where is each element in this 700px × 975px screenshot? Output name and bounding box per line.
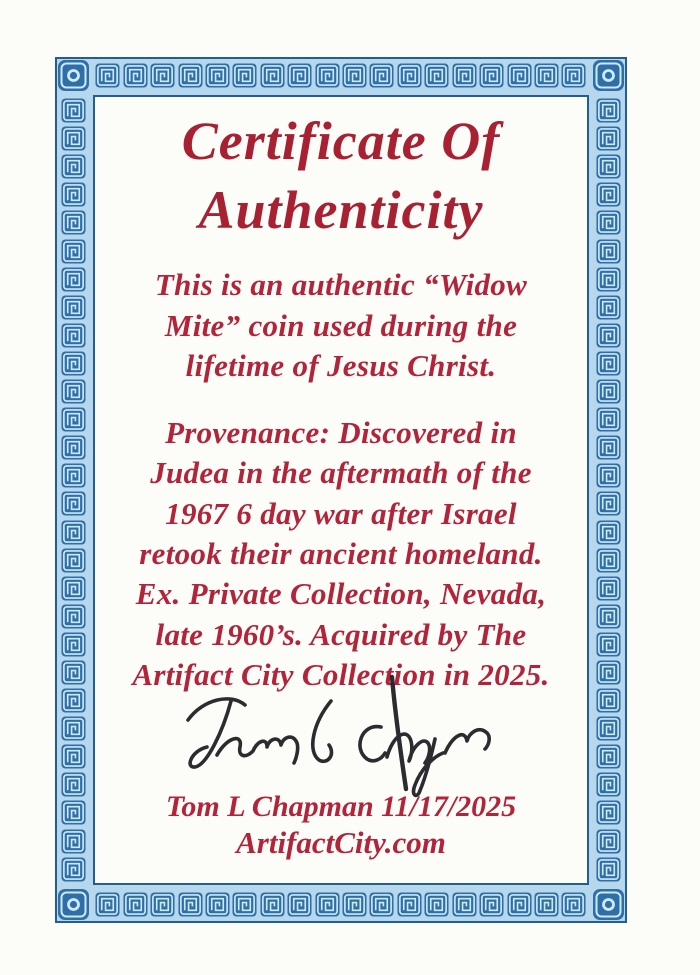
greek-key-tile-icon — [397, 892, 422, 917]
border-corner-top-left — [57, 59, 90, 92]
greek-key-tile-icon — [596, 182, 621, 207]
border-corner-bottom-left — [57, 888, 90, 921]
greek-key-tile-icon — [61, 800, 86, 825]
greek-key-tile-icon — [232, 63, 257, 88]
greek-key-tile-icon — [61, 154, 86, 179]
greek-key-tile-icon — [61, 239, 86, 264]
greek-key-tile-icon — [596, 435, 621, 460]
greek-key-tile-icon — [61, 379, 86, 404]
greek-key-tile-icon — [596, 295, 621, 320]
greek-corner-ring-icon — [57, 59, 90, 92]
greek-key-tile-icon — [596, 548, 621, 573]
greek-key-tile-icon — [596, 520, 621, 545]
greek-key-tile-icon — [479, 892, 504, 917]
greek-key-tile-icon — [315, 892, 340, 917]
greek-key-tile-icon — [342, 892, 367, 917]
greek-key-tile-icon — [95, 63, 120, 88]
intro-paragraph: This is an authentic “Widow Mite” coin used during the lifetime of Jesus Christ. — [154, 267, 528, 383]
greek-key-tile-icon — [596, 463, 621, 488]
greek-key-tile-icon — [61, 604, 86, 629]
greek-key-tile-icon — [424, 63, 449, 88]
greek-key-tile-icon — [596, 772, 621, 797]
greek-key-tile-icon — [479, 63, 504, 88]
greek-key-tile-icon — [61, 98, 86, 123]
greek-key-tile-icon — [369, 63, 394, 88]
greek-key-tile-icon — [61, 267, 86, 292]
greek-key-tile-icon — [596, 688, 621, 713]
greek-key-tile-icon — [561, 63, 586, 88]
greek-key-tile-icon — [232, 892, 257, 917]
greek-key-tile-icon — [507, 892, 532, 917]
greek-key-tile-icon — [178, 63, 203, 88]
greek-key-tile-icon — [61, 463, 86, 488]
greek-key-tile-icon — [596, 126, 621, 151]
greek-key-tile-icon — [61, 435, 86, 460]
greek-key-tile-icon — [61, 126, 86, 151]
greek-key-tile-icon — [123, 892, 148, 917]
greek-key-tile-icon — [596, 379, 621, 404]
greek-key-tile-icon — [596, 800, 621, 825]
greek-key-tile-icon — [452, 892, 477, 917]
greek-key-tile-icon — [596, 323, 621, 348]
greek-key-tile-icon — [596, 716, 621, 741]
greek-key-tile-icon — [61, 491, 86, 516]
border-corner-top-right — [592, 59, 625, 92]
border-band-right — [592, 95, 625, 885]
greek-key-tile-icon — [61, 210, 86, 235]
greek-key-tile-icon — [596, 576, 621, 601]
greek-key-tile-icon — [61, 295, 86, 320]
greek-key-tile-icon — [369, 892, 394, 917]
greek-key-tile-icon — [596, 632, 621, 657]
certificate-title: Certificate Of Authenticity — [181, 111, 501, 241]
greek-key-tile-icon — [260, 892, 285, 917]
greek-key-tile-icon — [287, 63, 312, 88]
greek-key-tile-icon — [123, 63, 148, 88]
greek-key-tile-icon — [205, 63, 230, 88]
greek-key-tile-icon — [61, 407, 86, 432]
greek-key-tile-icon — [150, 63, 175, 88]
greek-key-tile-icon — [61, 351, 86, 376]
greek-key-tile-icon — [61, 632, 86, 657]
greek-key-tile-icon — [61, 323, 86, 348]
greek-key-tile-icon — [287, 892, 312, 917]
greek-key-tile-icon — [596, 491, 621, 516]
greek-key-tile-icon — [315, 63, 340, 88]
greek-corner-ring-icon — [592, 888, 625, 921]
greek-key-border — [55, 57, 627, 923]
greek-key-tile-icon — [150, 892, 175, 917]
greek-key-tile-icon — [534, 892, 559, 917]
greek-key-tile-icon — [596, 210, 621, 235]
greek-key-tile-icon — [596, 744, 621, 769]
greek-key-tile-icon — [596, 154, 621, 179]
border-band-bottom — [93, 888, 589, 921]
signature-ink-icon — [173, 665, 503, 805]
greek-key-tile-icon — [507, 63, 532, 88]
greek-key-tile-icon — [534, 63, 559, 88]
greek-key-tile-icon — [596, 98, 621, 123]
greek-key-tile-icon — [596, 857, 621, 882]
greek-key-tile-icon — [61, 520, 86, 545]
border-corner-bottom-right — [592, 888, 625, 921]
greek-key-tile-icon — [596, 351, 621, 376]
greek-key-tile-icon — [397, 63, 422, 88]
greek-key-tile-icon — [61, 857, 86, 882]
greek-key-tile-icon — [61, 548, 86, 573]
greek-key-tile-icon — [61, 576, 86, 601]
signer-name-date: Tom L Chapman 11/17/2025 — [165, 790, 517, 824]
certificate-body — [93, 95, 589, 885]
greek-key-tile-icon — [61, 182, 86, 207]
border-band-top — [93, 59, 589, 92]
greek-key-tile-icon — [596, 407, 621, 432]
greek-key-tile-icon — [260, 63, 285, 88]
greek-key-tile-icon — [61, 660, 86, 685]
greek-key-tile-icon — [596, 267, 621, 292]
greek-key-tile-icon — [424, 892, 449, 917]
greek-key-tile-icon — [61, 688, 86, 713]
greek-key-tile-icon — [205, 892, 230, 917]
greek-corner-ring-icon — [57, 888, 90, 921]
greek-key-tile-icon — [596, 604, 621, 629]
greek-key-tile-icon — [95, 892, 120, 917]
greek-corner-ring-icon — [592, 59, 625, 92]
greek-key-tile-icon — [342, 63, 367, 88]
greek-key-tile-icon — [61, 716, 86, 741]
greek-key-tile-icon — [596, 239, 621, 264]
greek-key-tile-icon — [452, 63, 477, 88]
greek-key-tile-icon — [596, 660, 621, 685]
greek-key-tile-icon — [61, 744, 86, 769]
greek-key-tile-icon — [61, 829, 86, 854]
greek-key-tile-icon — [178, 892, 203, 917]
signature-handwriting — [173, 665, 503, 805]
border-band-left — [57, 95, 90, 885]
greek-key-tile-icon — [596, 829, 621, 854]
website-text: ArtifactCity.com — [236, 824, 446, 860]
provenance-paragraph: Provenance: Discovered in Judea in the aftermath of the 1967 6 day war after Israel retook their ancient homeland. Ex. Private Collection, Nevada, late 1960’s. Acquired by The Artifact City Collection in 2025. — [132, 415, 550, 692]
greek-key-tile-icon — [61, 772, 86, 797]
greek-key-tile-icon — [561, 892, 586, 917]
